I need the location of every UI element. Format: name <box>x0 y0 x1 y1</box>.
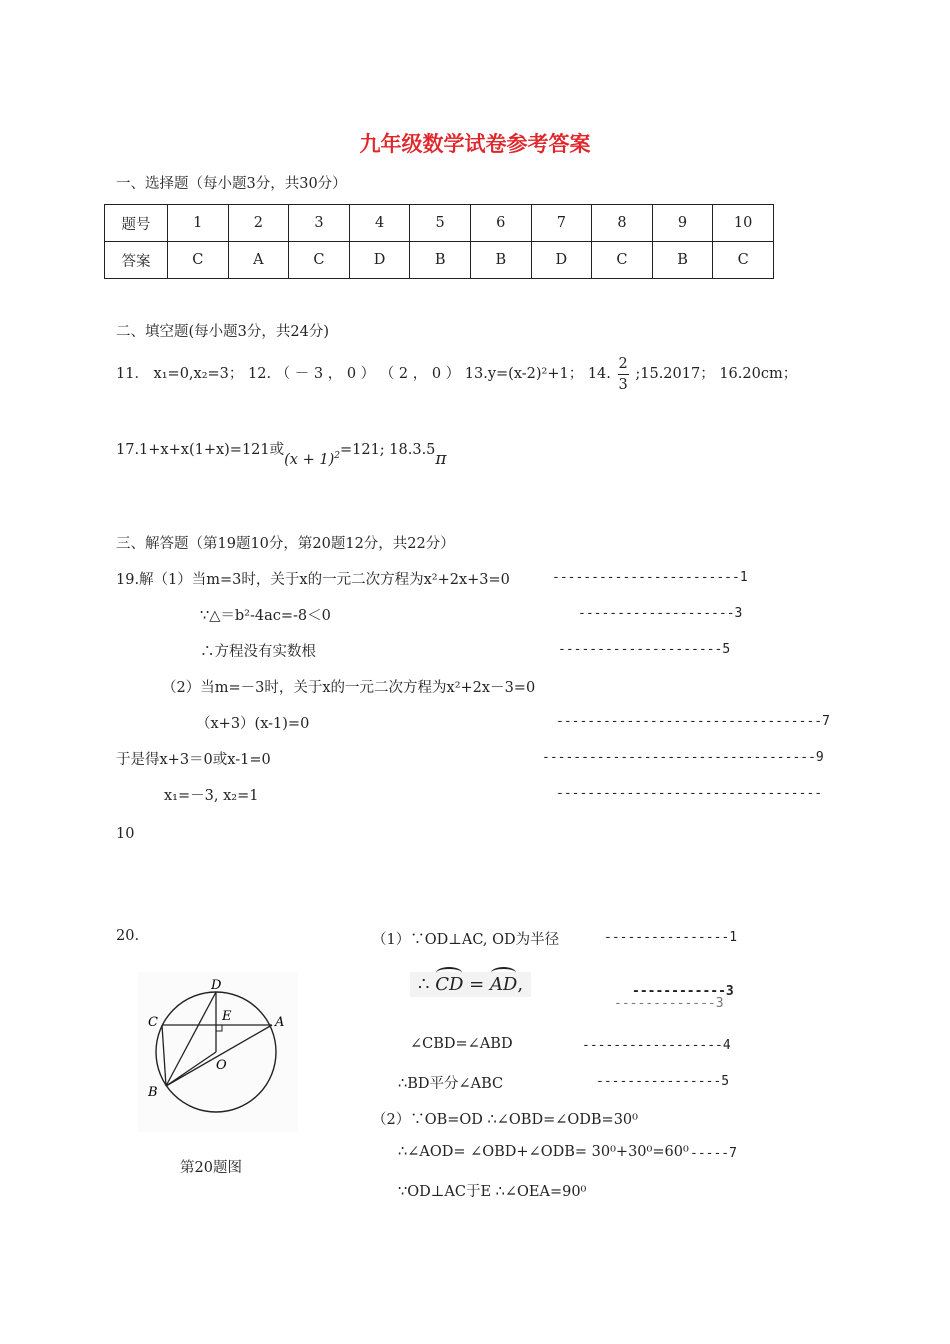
q20-line7: ∵OD⊥AC于E ∴∠OEA=90⁰ <box>398 1184 587 1200</box>
score-marker: ------------------------1 <box>552 570 748 585</box>
q19-line3: ∴方程没有实数根 <box>200 644 316 660</box>
table-cell: C <box>289 242 350 279</box>
table-cell: 6 <box>470 205 531 242</box>
answers-15-16: ;15.2017； 16.20cm； <box>635 366 798 382</box>
table-cell: B <box>652 242 713 279</box>
answer-17-expression <box>284 452 340 468</box>
label-O: O <box>216 1058 227 1073</box>
table-header-cell: 答案 <box>105 242 168 279</box>
table-cell: 8 <box>592 205 653 242</box>
section2-heading: 二、填空题(每小题3分，共24分) <box>116 324 329 340</box>
q20-line6: ∴∠AOD= ∠OBD+∠ODB= 30⁰+30⁰=60⁰ <box>398 1144 689 1160</box>
figure-caption: 第20题图 <box>180 1160 242 1176</box>
q20-number: 20. <box>116 928 140 944</box>
table-row-numbers <box>105 205 774 242</box>
score-marker: ------------3 <box>632 984 734 999</box>
q19-line8: 10 <box>116 826 135 842</box>
label-E: E <box>222 1009 232 1024</box>
table-cell: 5 <box>410 205 471 242</box>
table-cell: 3 <box>289 205 350 242</box>
table-header-cell: 题号 <box>105 205 168 242</box>
label-B: B <box>148 1085 158 1100</box>
figure-background <box>138 972 298 1132</box>
q19-line7: x₁=－3, x₂=1 <box>164 788 259 804</box>
score-marker: ------------------4 <box>582 1038 731 1053</box>
q19-line2: ∵△＝b²-4ac=-8＜0 <box>200 608 331 624</box>
fraction-two-thirds <box>618 354 629 395</box>
table-cell: 10 <box>713 205 774 242</box>
q19-line6: 于是得x+3＝0或x-1=0 <box>116 752 271 768</box>
arc-equality-image <box>410 972 531 997</box>
q20-line5: （2）∵OB=OD ∴∠OBD=∠ODB=30⁰ <box>372 1112 638 1128</box>
score-marker: ---------------------5 <box>558 642 731 657</box>
answers-17: 17.1+x+x(1+x)=121或 <box>116 442 285 458</box>
section1-heading: 一、选择题（每小题3分，共30分） <box>116 176 347 192</box>
score-marker: -------------3 <box>614 996 724 1011</box>
therefore-symbol: ∴ <box>418 974 436 995</box>
answers-18: =121; 18.3.5 <box>339 442 436 458</box>
page-title: 九年级数学试卷参考答案 <box>359 132 591 156</box>
q19-line5: （x+3）(x-1)=0 <box>196 716 310 732</box>
label-C: C <box>148 1015 158 1030</box>
score-marker: -----7 <box>690 1146 737 1161</box>
score-marker: ----------------------------------7 <box>556 714 830 729</box>
table-cell: 9 <box>652 205 713 242</box>
table-cell: 1 <box>168 205 229 242</box>
score-marker: ----------------5 <box>596 1074 730 1089</box>
score-marker: ---------------------------------- <box>556 786 823 801</box>
table-cell: B <box>410 242 471 279</box>
table-cell: 2 <box>228 205 289 242</box>
expr-exponent: 2 <box>334 451 340 461</box>
fraction-denominator: 3 <box>618 376 628 393</box>
table-cell: C <box>713 242 774 279</box>
table-row-answers <box>105 242 774 279</box>
answer-table <box>104 204 774 279</box>
arc-AD: AD <box>489 974 518 995</box>
score-marker: -----------------------------------9 <box>542 750 824 765</box>
q20-line3: ∠CBD=∠ABD <box>410 1036 513 1052</box>
fill-answers-line1 <box>116 352 797 396</box>
table-cell: D <box>349 242 410 279</box>
answers-11-14: 11． x₁=0,x₂=3； 12. （ － 3 ， 0 ） （ 2 ， 0 ） 13.y=(x-2)²+1； 14. <box>116 366 611 382</box>
table-cell: 7 <box>531 205 592 242</box>
score-marker: ----------------1 <box>604 930 738 945</box>
pi-symbol: π <box>435 449 447 469</box>
table-cell: D <box>531 242 592 279</box>
section3-heading: 三、解答题（第19题10分，第20题12分，共22分） <box>116 536 455 552</box>
arc-CD: CD <box>435 974 464 995</box>
q20-line4: ∴BD平分∠ABC <box>398 1076 504 1092</box>
table-cell: B <box>470 242 531 279</box>
circle-figure <box>138 972 298 1132</box>
q19-line4: （2）当m=－3时，关于x的一元二次方程为x²+2x－3=0 <box>162 680 536 696</box>
fraction-numerator: 2 <box>618 354 629 375</box>
table-cell: C <box>168 242 229 279</box>
fill-answers-line2 <box>116 438 447 469</box>
label-D: D <box>211 978 222 993</box>
expr-base: (x + 1) <box>284 452 335 468</box>
q19-line1: 19.解（1）当m=3时，关于x的一元二次方程为x²+2x+3=0 <box>116 572 510 588</box>
comma: , <box>517 974 524 995</box>
label-A: A <box>275 1015 285 1030</box>
equals-sign: = <box>463 974 490 995</box>
table-cell: C <box>592 242 653 279</box>
table-cell: A <box>228 242 289 279</box>
q20-line1: （1）∵OD⊥AC, OD为半径 <box>372 932 560 948</box>
table-cell: 4 <box>349 205 410 242</box>
score-marker: --------------------3 <box>578 606 743 621</box>
